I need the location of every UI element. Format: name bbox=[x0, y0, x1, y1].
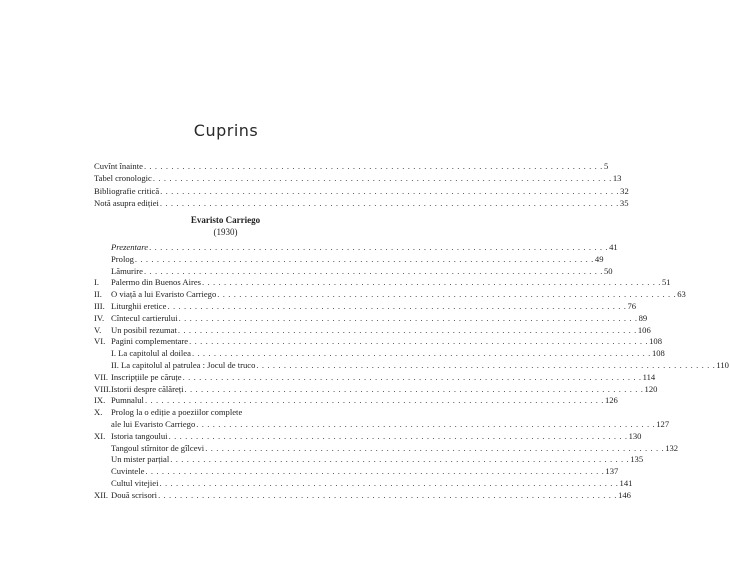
toc-entry bbox=[94, 300, 637, 312]
toc-entry-title: Două scrisori bbox=[111, 489, 158, 500]
toc-entry bbox=[94, 276, 671, 288]
toc-entry-title: II. La capitolul al patrulea : Jocul de truco bbox=[111, 360, 256, 370]
toc-entry-title: Notă asupra ediției bbox=[94, 197, 159, 208]
dot-leader: . . . . . . . . . . . . . . . . . . . . . . . . . . . . . . . . . . . . . . . . . . . . . . . . . . . . . . . . . . . . . . . . . . . . . . . . . . . . . . . . . . . . bbox=[159, 197, 619, 208]
toc-entry-number: VIII. bbox=[94, 383, 111, 394]
toc-entry bbox=[94, 288, 686, 300]
dot-leader: . . . . . . . . . . . . . . . . . . . . . . . . . . . . . . . . . . . . . . . . . . . . . . . . . . . . . . . . . . . . . . . . . . . . . . . . . . . . . . . . . . . . bbox=[182, 371, 642, 382]
toc-entry-title: Un posibil rezumat bbox=[111, 324, 177, 335]
toc-entry bbox=[94, 465, 619, 477]
toc-entry-title: Palermo din Buenos Aires bbox=[111, 277, 201, 288]
toc-entry-title: Tangoul stîrnitor de gîlcevi bbox=[111, 442, 205, 453]
toc-entry-page: 110 bbox=[716, 360, 729, 370]
toc-entry bbox=[94, 312, 648, 324]
toc-entry bbox=[94, 394, 618, 406]
toc-entry-page: 41 bbox=[609, 242, 618, 252]
toc-entry-page: 137 bbox=[605, 466, 619, 477]
toc-entry-page: 108 bbox=[651, 348, 665, 359]
toc-entry-title: Inscripțiile pe căruțe bbox=[111, 371, 182, 382]
toc-entry-number: VII. bbox=[94, 371, 109, 382]
toc-entry bbox=[94, 430, 642, 442]
toc-entry-page: 49 bbox=[594, 253, 604, 264]
toc-entry-page: 5 bbox=[603, 161, 609, 171]
toc-entry-title: Bibliografie critică bbox=[94, 185, 160, 196]
toc-entry bbox=[94, 406, 357, 418]
toc-entry-number: XII. bbox=[94, 489, 109, 500]
dot-leader: . . . . . . . . . . . . . . . . . . . . . . . . . . . . . . . . . . . . . . . . . . . . . . . . . . . . . . . . . . . . . . . . . . . . . . . . . . . . . . . . . . . . bbox=[134, 253, 594, 264]
dot-leader: . . . . . . . . . . . . . . . . . . . . . . . . . . . . . . . . . . . . . . . . . . . . . . . . . . . . . . . . . . . . . . . . . . . . . . . . . . . . . . . . . . . . bbox=[145, 466, 605, 477]
toc-entry-title: Tabel cronologic bbox=[94, 173, 152, 184]
toc-entry-title: Cîntecul cartierului bbox=[111, 312, 178, 323]
toc-entry-title: Un mister parțial bbox=[111, 454, 170, 465]
dot-leader: . . . . . . . . . . . . . . . . . . . . . . . . . . . . . . . . . . . . . . . . . . . . . . . . . . . . . . . . . . . . . . . . . . . . . . . . . . . . . . . . . . . . bbox=[205, 442, 665, 453]
toc-entry-number: IX. bbox=[94, 395, 106, 406]
toc-entry-title: Pumnalul bbox=[111, 395, 144, 406]
toc-entry-page: 32 bbox=[620, 185, 629, 196]
dot-leader: . . . . . . . . . . . . . . . . . . . . . . . . . . . . . . . . . . . . . . . . . . . . . . . . . . . . . . . . . . . . . . . . . . . . . . . . . . . . . . . . . . . . bbox=[170, 454, 630, 465]
dot-leader: . . . . . . . . . . . . . . . . . . . . . . . . . . . . . . . . . . . . . . . . . . . . . . . . . . . . . . . . . . . . . . . . . . . . . . . . . . . . . . . . . . . . bbox=[256, 360, 716, 370]
dot-leader: . . . . . . . . . . . . . . . . . . . . . . . . . . . . . . . . . . . . . . . . . . . . . . . . . . . . . . . . . . . . . . . . . . . . . . . . . . . . . . . . . . . . bbox=[152, 173, 612, 184]
toc-entry bbox=[94, 418, 670, 430]
toc-entry-title: Prezentare bbox=[111, 242, 149, 252]
toc-entry-title: Prolog la o ediție a poeziilor complete bbox=[111, 407, 243, 418]
toc-entry-number: III. bbox=[94, 301, 105, 311]
toc-entry-page: 132 bbox=[665, 442, 679, 453]
toc-entry bbox=[94, 383, 658, 395]
dot-leader: . . . . . . . . . . . . . . . . . . . . . . . . . . . . . . . . . . . . . . . . . . . . . . . . . . . . . . . . . . . . . . . . . . . . . . . . . . . . . . . . . . . . bbox=[202, 277, 661, 288]
toc-entry-page: 63 bbox=[677, 289, 686, 300]
dot-leader: . . . . . . . . . . . . . . . . . . . . . . . . . . . . . . . . . . . . . . . . . . . . . . . . . . . . . . . . . . . . . . . . . . . . . . . . . . . . . . . . . . . . bbox=[196, 419, 656, 429]
toc-entry-title: Prolog bbox=[111, 253, 134, 264]
dot-leader: . . . . . . . . . . . . . . . . . . . . . . . . . . . . . . . . . . . . . . . . . . . . . . . . . . . . . . . . . . . . . . . . . . . . . . . . . . . . . . . . . . . . bbox=[149, 242, 609, 252]
dot-leader: . . . . . . . . . . . . . . . . . . . . . . . . . . . . . . . . . . . . . . . . . . . . . . . . . . . . . . . . . . . . . . . . . . . . . . . . . . . . . . . . . . . . bbox=[143, 161, 603, 171]
toc-entry-page: 120 bbox=[644, 383, 658, 394]
toc-entry-number: I. bbox=[94, 277, 100, 288]
toc-entry bbox=[94, 359, 729, 371]
toc-entry-page: 76 bbox=[627, 301, 637, 311]
toc-entry-page: 89 bbox=[638, 312, 648, 323]
toc-entry-number: VI. bbox=[94, 336, 106, 347]
toc-entry bbox=[94, 241, 618, 253]
toc-entry bbox=[94, 185, 629, 197]
dot-leader: . . . . . . . . . . . . . . . . . . . . . . . . . . . . . . . . . . . . . . . . . . . . . . . . . . . . . . . . . . . . . . . . . . . . . . . . . . . . . . . . . . . . bbox=[191, 348, 651, 359]
toc-entry-number: II. bbox=[94, 289, 102, 300]
toc-entry-title: O viață a lui Evaristo Carriego bbox=[111, 289, 217, 300]
toc-entry-page: 141 bbox=[619, 478, 633, 488]
dot-leader: . . . . . . . . . . . . . . . . . . . . . . . . . . . . . . . . . . . . . . . . . . . . . . . . . . . . . . . . . . . . . . . . . . . . . . . . . . . . . . . . . . . . bbox=[159, 478, 619, 488]
toc-entry-title: I. La capitolul al doilea bbox=[111, 348, 191, 359]
toc-entry-title: Cultul vitejiei bbox=[111, 478, 159, 488]
toc-entry-title: Pagini complementare bbox=[111, 336, 189, 347]
toc-entry-page: 114 bbox=[642, 371, 656, 382]
toc-entry-page: 126 bbox=[604, 395, 618, 406]
toc-entry-page: 106 bbox=[637, 324, 651, 335]
dot-leader: . . . . . . . . . . . . . . . . . . . . . . . . . . . . . . . . . . . . . . . . . . . . . . . . . . . . . . . . . . . . . . . . . . . . . . . . . . . . . . . . . . . . bbox=[177, 324, 637, 335]
toc-entry-number: X. bbox=[94, 407, 103, 418]
toc-entry-page: 13 bbox=[612, 173, 622, 184]
dot-leader: . . . . . . . . . . . . . . . . . . . . . . . . . . . . . . . . . . . . . . . . . . . . . . . . . . . . . . . . . . . . . . . . . . . . . . . . . . . . . . . . . . . . bbox=[160, 185, 620, 196]
toc-entry bbox=[94, 253, 604, 265]
toc-entry-title: Istoria tangoului bbox=[111, 430, 168, 441]
dot-leader: . . . . . . . . . . . . . . . . . . . . . . . . . . . . . . . . . . . . . . . . . . . . . . . . . . . . . . . . . . . . . . . . . . . . . . . . . . . . . . . . . . . . bbox=[217, 289, 677, 300]
toc-entry bbox=[94, 489, 631, 501]
dot-leader: . . . . . . . . . . . . . . . . . . . . . . . . . . . . . . . . . . . . . . . . . . . . . . . . . . . . . . . . . . . . . . . . . . . . . . . . . . . . . . . . . . . . bbox=[189, 336, 649, 347]
toc-entry bbox=[94, 265, 613, 277]
toc-entry-number: V. bbox=[94, 324, 102, 335]
section-title: Evaristo Carriego bbox=[190, 215, 261, 225]
page-title: Cuprins bbox=[193, 121, 259, 140]
toc-entry-page: 35 bbox=[619, 197, 629, 208]
toc-entry bbox=[94, 160, 609, 172]
toc-entry-number: XI. bbox=[94, 430, 106, 441]
toc-entry-page: 130 bbox=[628, 430, 642, 441]
toc-entry bbox=[94, 442, 679, 454]
toc-entry-page: 146 bbox=[618, 489, 631, 500]
section-year: (1930) bbox=[213, 227, 238, 237]
toc-entry bbox=[94, 477, 633, 489]
toc-entry-page: 127 bbox=[656, 419, 670, 429]
dot-leader: . . . . . . . . . . . . . . . . . . . . . . . . . . . . . . . . . . . . . . . . . . . . . . . . . . . . . . . . . . . . . . . . . . . . . . . . . . . . . . . . . . . . bbox=[178, 312, 638, 323]
dot-leader: . . . . . . . . . . . . . . . . . . . . . . . . . . . . . . . . . . . . . . . . . . . . . . . . . . . . . . . . . . . . . . . . . . . . . . . . . . . . . . . . . . . . bbox=[143, 265, 603, 276]
toc-entry-title: Cuvînt înainte bbox=[94, 161, 143, 171]
toc-entry bbox=[94, 197, 629, 209]
toc-entry bbox=[94, 347, 665, 359]
dot-leader: . . . . . . . . . . . . . . . . . . . . . . . . . . . . . . . . . . . . . . . . . . . . . . . . . . . . . . . . . . . . . . . . . . . . . . . . . . . . . . . . . . . . bbox=[184, 383, 644, 394]
dot-leader: . . . . . . . . . . . . . . . . . . . . . . . . . . . . . . . . . . . . . . . . . . . . . . . . . . . . . . . . . . . . . . . . . . . . . . . . . . . . . . . . . . . . bbox=[167, 301, 627, 311]
toc-entry-title: Liturghii eretice bbox=[111, 301, 167, 311]
dot-leader: . . . . . . . . . . . . . . . . . . . . . . . . . . . . . . . . . . . . . . . . . . . . . . . . . . . . . . . . . . . . . . . . . . . . . . . . . . . . . . . . . . . . bbox=[144, 395, 604, 406]
toc-entry-page: 50 bbox=[603, 265, 613, 276]
dot-leader: . . . . . . . . . . . . . . . . . . . . . . . . . . . . . . . . . . . . . . . . . . . . . . . . . . . . . . . . . . . . . . . . . . . . . . . . . . . . . . . . . . . . bbox=[168, 430, 628, 441]
toc-entry bbox=[94, 371, 656, 383]
toc-entry-page: 135 bbox=[630, 454, 644, 465]
toc-entry bbox=[94, 453, 644, 465]
toc-entry bbox=[94, 335, 662, 347]
toc-entry bbox=[94, 172, 622, 184]
toc-entry-page: 51 bbox=[662, 277, 671, 288]
toc-entry-title: Istorii despre călăreți bbox=[111, 383, 184, 394]
dot-leader: . . . . . . . . . . . . . . . . . . . . . . . . . . . . . . . . . . . . . . . . . . . . . . . . . . . . . . . . . . . . . . . . . . . . . . . . . . . . . . . . . . . . bbox=[158, 489, 618, 500]
toc-entry-title: Lămurire bbox=[111, 265, 143, 276]
toc-entry bbox=[94, 324, 651, 336]
toc-entry-number: IV. bbox=[94, 312, 105, 323]
toc-entry-title: ale lui Evaristo Carriego bbox=[111, 419, 196, 429]
toc-entry-title: Cuvintele bbox=[111, 466, 145, 477]
toc-entry-page: 108 bbox=[649, 336, 662, 347]
